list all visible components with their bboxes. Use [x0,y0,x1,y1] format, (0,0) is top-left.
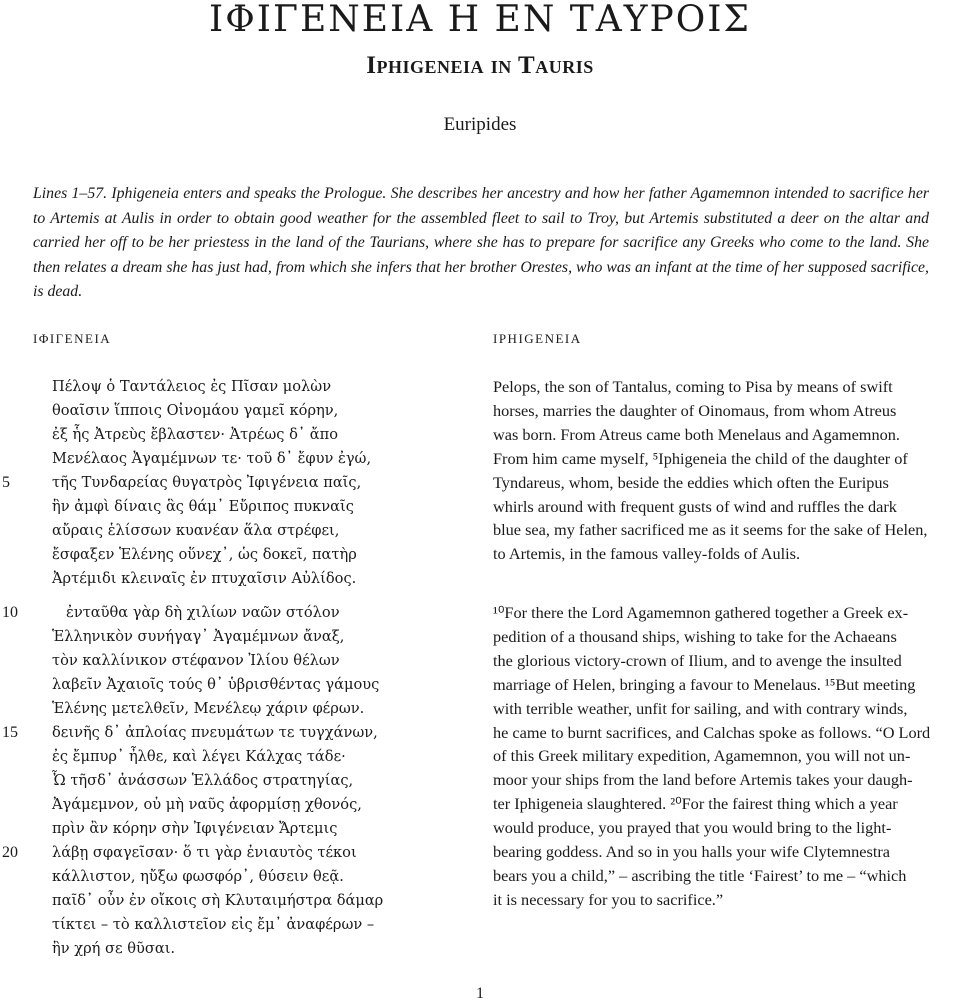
english-line: bearing goddess. And so in you halls your wife Clytemnestra [493,842,891,862]
greek-line: θοαῖσιν ἵπποις Οἰνομάου γαμεῖ κόρην, [52,402,339,419]
greek-line: ἣν χρή σε θῦσαι. [52,940,176,957]
greek-line: ἐνταῦθα γὰρ δὴ χιλίων ναῶν στόλον [66,604,340,621]
english-line: was born. From Atreus came both Menelaus and Agamemnon. [493,424,900,444]
greek-column-heading: ΙΦΙΓΕΝΕΙΑ [33,331,112,346]
english-column-heading: IPHIGENEIA [493,331,582,346]
greek-line: ἐς ἔμπυρ᾽ ἦλθε, καὶ λέγει Κάλχας τάδε· [52,748,346,765]
line-number: 5 [2,474,10,491]
summary-paragraph: Lines 1–57. Iphigeneia enters and speaks the Prologue. She describes her ancestry and how her father Agamemnon intended to sacrifice her to Artemis at Aulis in order to obtain good weather for the assembled fleet to sail to Troy, but Artemis substituted a deer on the altar and carried her off to be her priestess in the land of the Taurians, where she has to prepare for sacrifice any Greeks who come to the land. She then relates a dream she has just had, from which she infers that her brother Orestes, who was an infant at the time of her supposed sacrifice, is dead. [33,185,929,300]
greek-line: τίκτει – τὸ καλλιστεῖον εἰς ἔμ᾽ ἀναφέρων – [52,916,375,933]
greek-line: αὔραις ἑλίσσων κυανέαν ἅλα στρέφει, [52,522,340,539]
greek-line: Μενέλαος Ἀγαμέμνων τε· τοῦ δ᾽ ἔφυν ἐγώ, [52,450,372,467]
english-line: would produce, you prayed that you would bring to the light- [493,818,892,838]
english-line: he came to burnt sacrifices, and Calchas spoke as follows. “O Lord [493,722,931,742]
greek-line: δεινῆς δ᾽ ἀπλοίας πνευμάτων τε τυγχάνων, [52,724,378,741]
english-line: From him came myself, ⁵Iphigeneia the child of the daughter of [493,448,908,468]
english-line: ter Iphigeneia slaughtered. ²⁰For the fairest thing which a year [493,794,898,814]
english-line: whirls around with frequent gusts of wind and ruffles the dark [493,496,897,516]
english-line: it is necessary for you to sacrifice.” [493,889,724,909]
english-line: moor your ships from the land before Artemis takes your daugh- [493,770,913,790]
greek-line: τῆς Τυνδαρείας θυγατρὸς Ἰφιγένεια παῖς, [52,474,362,491]
greek-line: κάλλιστον, ηὔξω φωσφόρ᾽, θύσειν θεᾷ. [52,868,344,885]
english-line: with terrible weather, unfit for sailing, and with contrary winds, [493,698,908,718]
english-line: of this Greek military expedition, Agamemnon, you will not un- [493,746,911,766]
greek-line: Ἀρτέμιδι κλειναῖς ἐν πτυχαῖσιν Αὐλίδος. [52,570,357,587]
greek-line: Ἑλένης μετελθεῖν, Μενέλεῳ χάριν φέρων. [52,700,365,717]
page-subtitle: Iphigeneia in Tauris [366,52,594,79]
greek-line: ἔσφαξεν Ἑλένης οὕνεχ᾽, ὡς δοκεῖ, πατὴρ [52,546,357,563]
english-line: pedition of a thousand ships, wishing to take for the Achaeans [493,626,897,646]
greek-line: ἐξ ἧς Ἀτρεὺς ἔβλαστεν· Ἀτρέως δ᾽ ἄπο [52,426,339,443]
greek-line: Ἀγάμεμνον, οὐ μὴ ναῦς ἀφορμίσῃ χθονός, [52,796,362,813]
english-line: horses, marries the daughter of Oinomaus, from whom Atreus [493,400,897,420]
english-translation-block-1 [493,375,958,566]
greek-line: λαβεῖν Ἀχαιοῖς τούς θ᾽ ὑβρισθέντας γάμους [52,676,380,693]
greek-line: Ὦ τῆσδ᾽ ἀνάσσων Ἑλλάδος στρατηγίας, [52,772,354,789]
english-line: bears you a child,” – ascribing the title ‘Fairest’ to me – “which [493,865,907,885]
greek-line: λάβῃ σφαγεῖσαν· ὅ τι γὰρ ἐνιαυτὸς τέκοι [52,844,357,861]
greek-line: Πέλοψ ὁ Ταντάλειος ἐς Πῖσαν μολὼν [52,378,332,395]
page-title: ΙΦΙΓΕΝΕΙΑ Η ΕΝ ΤΑΥΡΟΙΣ [209,0,751,40]
english-line: Pelops, the son of Tantalus, coming to Pisa by means of swift [493,377,893,396]
greek-line: Ἑλληνικὸν συνήγαγ᾽ Ἀγαμέμνων ἄναξ, [52,628,345,645]
english-line: blue sea, my father sacrificed me as it seems for the sake of Helen, [493,520,928,540]
greek-line: τὸν καλλίνικον στέφανον Ἰλίου θέλων [52,652,340,669]
line-number: 15 [2,724,18,741]
greek-line: πρὶν ἂν κόρην σὴν Ἰφιγένειαν Ἄρτεμις [52,820,338,837]
english-translation-block-2 [493,601,958,912]
english-line: marriage of Helen, bringing a favour to Menelaus. ¹⁵But meeting [493,674,916,694]
line-number: 10 [2,604,18,621]
line-number: 20 [2,844,18,861]
english-line: ¹⁰For there the Lord Agamemnon gathered together a Greek ex- [493,603,909,622]
greek-line: ἣν ἀμφὶ δίναις ἃς θάμ᾽ Εὔριπος πυκναῖς [52,498,354,515]
english-line: to Artemis, in the famous valley-folds of Aulis. [493,544,801,564]
english-line: the glorious victory-crown of Ilium, and to avenge the insulted [493,650,902,670]
english-line: Tyndareus, whom, beside the eddies which often the Euripus [493,472,889,492]
author-name: Euripides [443,114,517,135]
page-number: 1 [476,985,484,1002]
greek-line: παῖδ᾽ οὖν ἐν οἴκοις σὴ Κλυταιμήστρα δάμαρ [52,892,384,909]
